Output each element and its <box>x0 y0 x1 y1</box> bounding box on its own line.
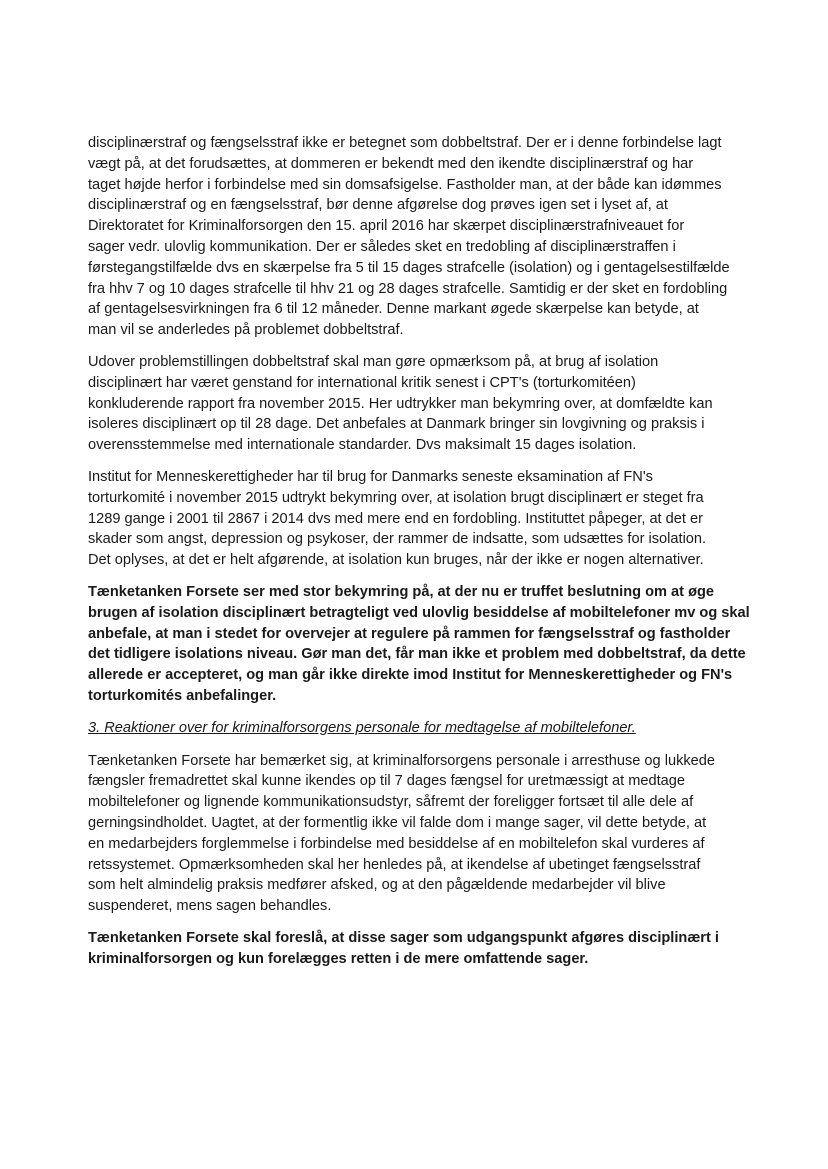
paragraph-recommendation-personale <box>88 928 736 970</box>
text-line: Institut for Menneskerettigheder har til brug for Danmarks seneste eksamination af FN's <box>88 468 653 485</box>
text-line: Udover problemstillingen dobbeltstraf skal man gøre opmærksom på, at brug af isolation <box>88 353 659 370</box>
paragraph-dobbeltstraf <box>88 133 736 341</box>
text-line: en medarbejders forglemmelse i forbindelse med besiddelse af en mobiltelefon skal vurderes af <box>88 835 705 852</box>
text-line: skader som angst, depression og psykoser, der rammer de indsatte, som udsættes for isolation. <box>88 531 707 548</box>
section-heading: 3. Reaktioner over for kriminalforsorgens personale for medtagelse af mobiltelefoner. <box>88 719 636 736</box>
text-line: af gentagelsesvirkningen fra 6 til 12 måneder. Denne markant øgede skærpelse kan betyde, at <box>88 301 699 318</box>
paragraph-institut-menneskerettigheder <box>88 467 736 571</box>
text-line: anbefale, at man i stedet for overvejer at regulere på rammen for fængselsstraf og fastholder <box>88 625 731 642</box>
text-line: som helt almindelig praksis medfører afsked, og at den pågældende medarbejder vil blive <box>88 877 666 894</box>
text-line: disciplinærstraf og fængselsstraf ikke er betegnet som dobbeltstraf. Der er i denne forbindelse lagt <box>88 135 722 151</box>
text-line: isoleres disciplinært op til 28 dage. Det anbefales at Danmark bringer sin lovgivning og praksis i <box>88 416 705 433</box>
text-line: fra hhv 7 og 10 dages strafcelle til hhv 21 og 28 dages strafcelle. Samtidig er der sket en fordobling <box>88 280 728 297</box>
text-line: førstegangstilfælde dvs en skærpelse fra 5 til 15 dages strafcelle (isolation) og i gentagelsestilfælde <box>88 259 730 276</box>
text-line: disciplinært har været genstand for international kritik senest i CPT's (torturkomitéen) <box>88 374 636 391</box>
text-line: kriminalforsorgen og kun forelægges retten i de mere omfattende sager. <box>88 950 589 967</box>
paragraph-recommendation-isolation <box>88 582 750 707</box>
text-line: brugen af isolation disciplinært betragteligt ved ulovlig besiddelse af mobiltelefoner mv og skal <box>88 604 750 621</box>
text-line: torturkomité i november 2015 udtrykt bekymring over, at isolation brugt disciplinært er steget fra <box>88 489 704 506</box>
text-line: Direktoratet for Kriminalforsorgen den 15. april 2016 har skærpet disciplinærstrafniveauet for <box>88 218 685 235</box>
text-line: fængsler fremadrettet skal kunne ikendes op til 7 dages fængsel for uretmæssigt at medtage <box>88 773 686 790</box>
text-line: vægt på, at det forudsættes, at dommeren er bekendt med den ikendte disciplinærstraf og har <box>88 155 694 172</box>
text-line: 1289 gange i 2001 til 2867 i 2014 dvs med mere end en fordobling. Instituttet påpeger, at det er <box>88 510 703 527</box>
text-line: Tænketanken Forsete skal foreslå, at disse sager som udgangspunkt afgøres disciplinært i <box>88 929 719 946</box>
text-line: allerede er accepteret, og man går ikke direkte imod Institut for Menneskerettigheder og FN's <box>88 667 733 684</box>
document-body <box>88 133 750 980</box>
text-line: sager vedr. ulovlig kommunikation. Der er således sket en tredobling af disciplinærstraffen i <box>88 238 676 255</box>
text-line: mobiltelefoner og lignende kommunikationsudstyr, såfremt der foreligger fortsæt til alle dele af <box>88 794 694 811</box>
paragraph-cpt-critique <box>88 352 736 456</box>
text-line: disciplinærstraf og en fængselsstraf, bør denne afgørelse dog prøves igen set i lyset af, at <box>88 197 668 214</box>
text-line: suspenderet, mens sagen behandles. <box>88 898 332 915</box>
text-line: man vil se anderledes på problemet dobbeltstraf. <box>88 322 404 339</box>
text-line: taget højde herfor i forbindelse med sin domsafsigelse. Fastholder man, at der både kan idømmes <box>88 176 722 193</box>
text-line: gerningsindholdet. Uagtet, at der formentlig ikke vil falde dom i mange sager, vil dette betyde, at <box>88 814 707 831</box>
text-line: Det oplyses, at det er helt afgørende, at isolation kun bruges, når der ikke er nogen alternativer. <box>88 552 704 569</box>
text-line: det tidligere isolations niveau. Gør man det, får man ikke et problem med dobbeltstraf, da dette <box>88 646 746 663</box>
text-line: Tænketanken Forsete har bemærket sig, at kriminalforsorgens personale i arresthuse og lukkede <box>88 752 716 769</box>
paragraph-personale-reaktioner <box>88 751 736 917</box>
text-line: overensstemmelse med internationale standarder. Dvs maksimalt 15 dages isolation. <box>88 437 637 454</box>
text-line: konkluderende rapport fra november 2015. Her udtrykker man bekymring over, at domfældte kan <box>88 395 713 412</box>
text-line: Tænketanken Forsete ser med stor bekymring på, at der nu er truffet beslutning om at øge <box>88 583 715 600</box>
text-line: torturkomités anbefalinger. <box>88 687 277 704</box>
text-line: retssystemet. Opmærksomheden skal her henledes på, at ikendelse af ubetinget fængselsstraf <box>88 856 701 873</box>
